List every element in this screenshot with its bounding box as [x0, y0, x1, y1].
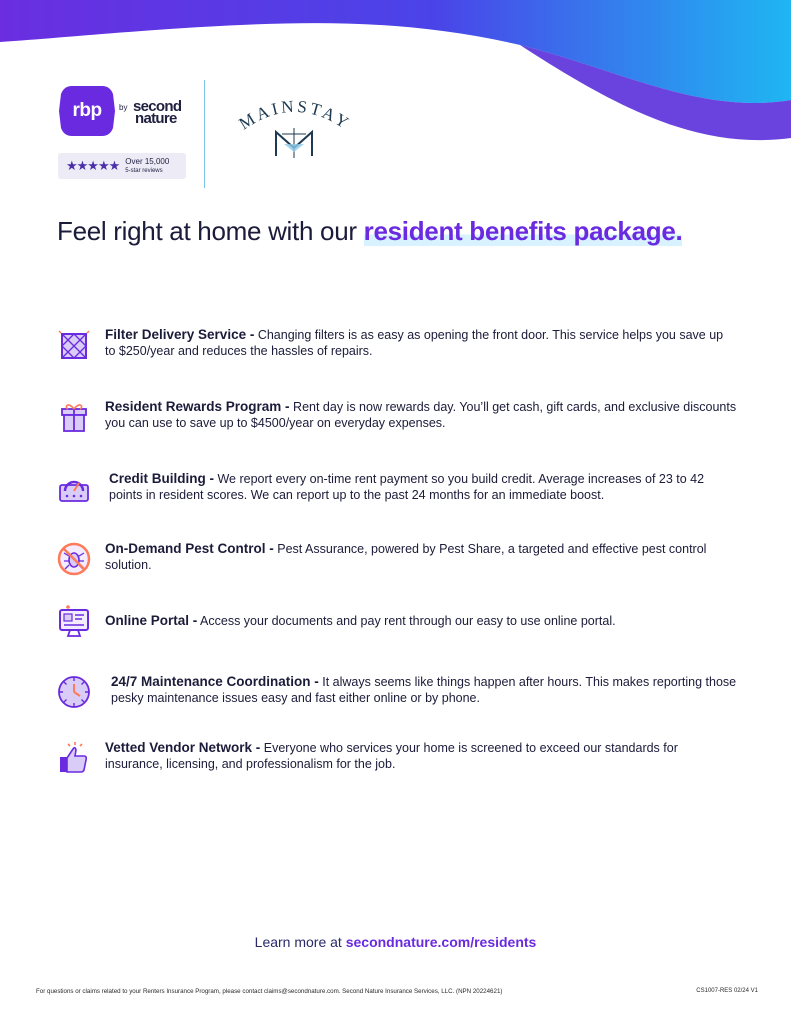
document-code: CS1007-RES 02/24 V1	[696, 988, 758, 994]
monitor-icon	[56, 604, 92, 640]
benefit-title: 24/7 Maintenance Coordination -	[111, 674, 319, 689]
reviews-badge	[58, 153, 186, 179]
mainstay-wordmark: MAINSTAY	[235, 96, 355, 134]
benefit-description: Pest Assurance, powered by Pest Share, a targeted and effective pest control solution.	[105, 542, 707, 572]
headline-lead: Feel right at home with our	[57, 216, 364, 246]
gift-icon	[56, 399, 92, 435]
logo-divider	[204, 80, 205, 188]
mainstay-m-icon	[276, 128, 312, 158]
credit-gauge-icon	[56, 471, 92, 507]
page-headline	[57, 216, 682, 247]
benefit-description: We report every on-time rent payment so you build credit. Average increases of 23 to 42 points in resident scores. We can report up to the past 24 months for an immediate boost.	[109, 472, 705, 502]
mainstay-logo	[224, 92, 364, 164]
benefit-description: Rent day is now rewards day. You’ll get cash, gift cards, and exclusive discounts you can use to save up to $4500/year on everyday expenses.	[105, 400, 737, 430]
learn-more-link[interactable]: secondnature.com/residents	[345, 934, 537, 950]
no-bug-icon	[56, 541, 92, 577]
header-wave	[0, 0, 791, 150]
benefit-description: Everyone who services your home is screened to exceed our standards for insurance, licensing, and professionalism for the job.	[105, 741, 678, 771]
wordmark-line-2: nature	[135, 110, 177, 127]
benefit-title: On-Demand Pest Control -	[105, 541, 274, 556]
reviews-text	[125, 158, 169, 175]
reviews-count: Over 15,000	[125, 156, 170, 166]
benefit-description: It always seems like things happen after hours. This makes reporting those pesky maintenance issues easy and fast either online or by phone.	[111, 675, 737, 705]
by-label: by	[119, 103, 128, 112]
second-nature-wordmark	[133, 98, 182, 127]
learn-more-lead: Learn more at	[254, 934, 346, 950]
headline-highlight: resident benefits package.	[363, 216, 683, 246]
footer-disclaimer: For questions or claims related to your Renters Insurance Program, please contact claims@secondnature.com. Second Nature Insurance Services, LLC. (NPN 20224621)	[36, 988, 503, 995]
reviews-label: 5-star reviews	[125, 167, 163, 174]
thumbs-up-icon	[56, 740, 92, 776]
rbp-logo-text: rbp	[72, 100, 102, 121]
filter-icon	[56, 327, 92, 363]
star-rating-icon: ★★★★★	[66, 158, 120, 173]
benefit-title: Resident Rewards Program -	[105, 399, 290, 414]
learn-more	[0, 934, 791, 950]
benefit-description: Access your documents and pay rent through our easy to use online portal.	[197, 614, 616, 628]
benefit-title: Vetted Vendor Network -	[105, 740, 261, 755]
clock-icon	[56, 674, 92, 710]
wordmark-line-1: second	[133, 98, 182, 115]
benefit-title: Credit Building -	[109, 471, 214, 486]
benefit-description: Changing filters is as easy as opening the front door. This service helps you save up to $250/year and reduces the hassles of repairs.	[105, 328, 724, 358]
benefit-title: Filter Delivery Service -	[105, 327, 255, 342]
benefit-title: Online Portal -	[105, 613, 198, 628]
svg-text:MAINSTAY	[236, 97, 355, 134]
